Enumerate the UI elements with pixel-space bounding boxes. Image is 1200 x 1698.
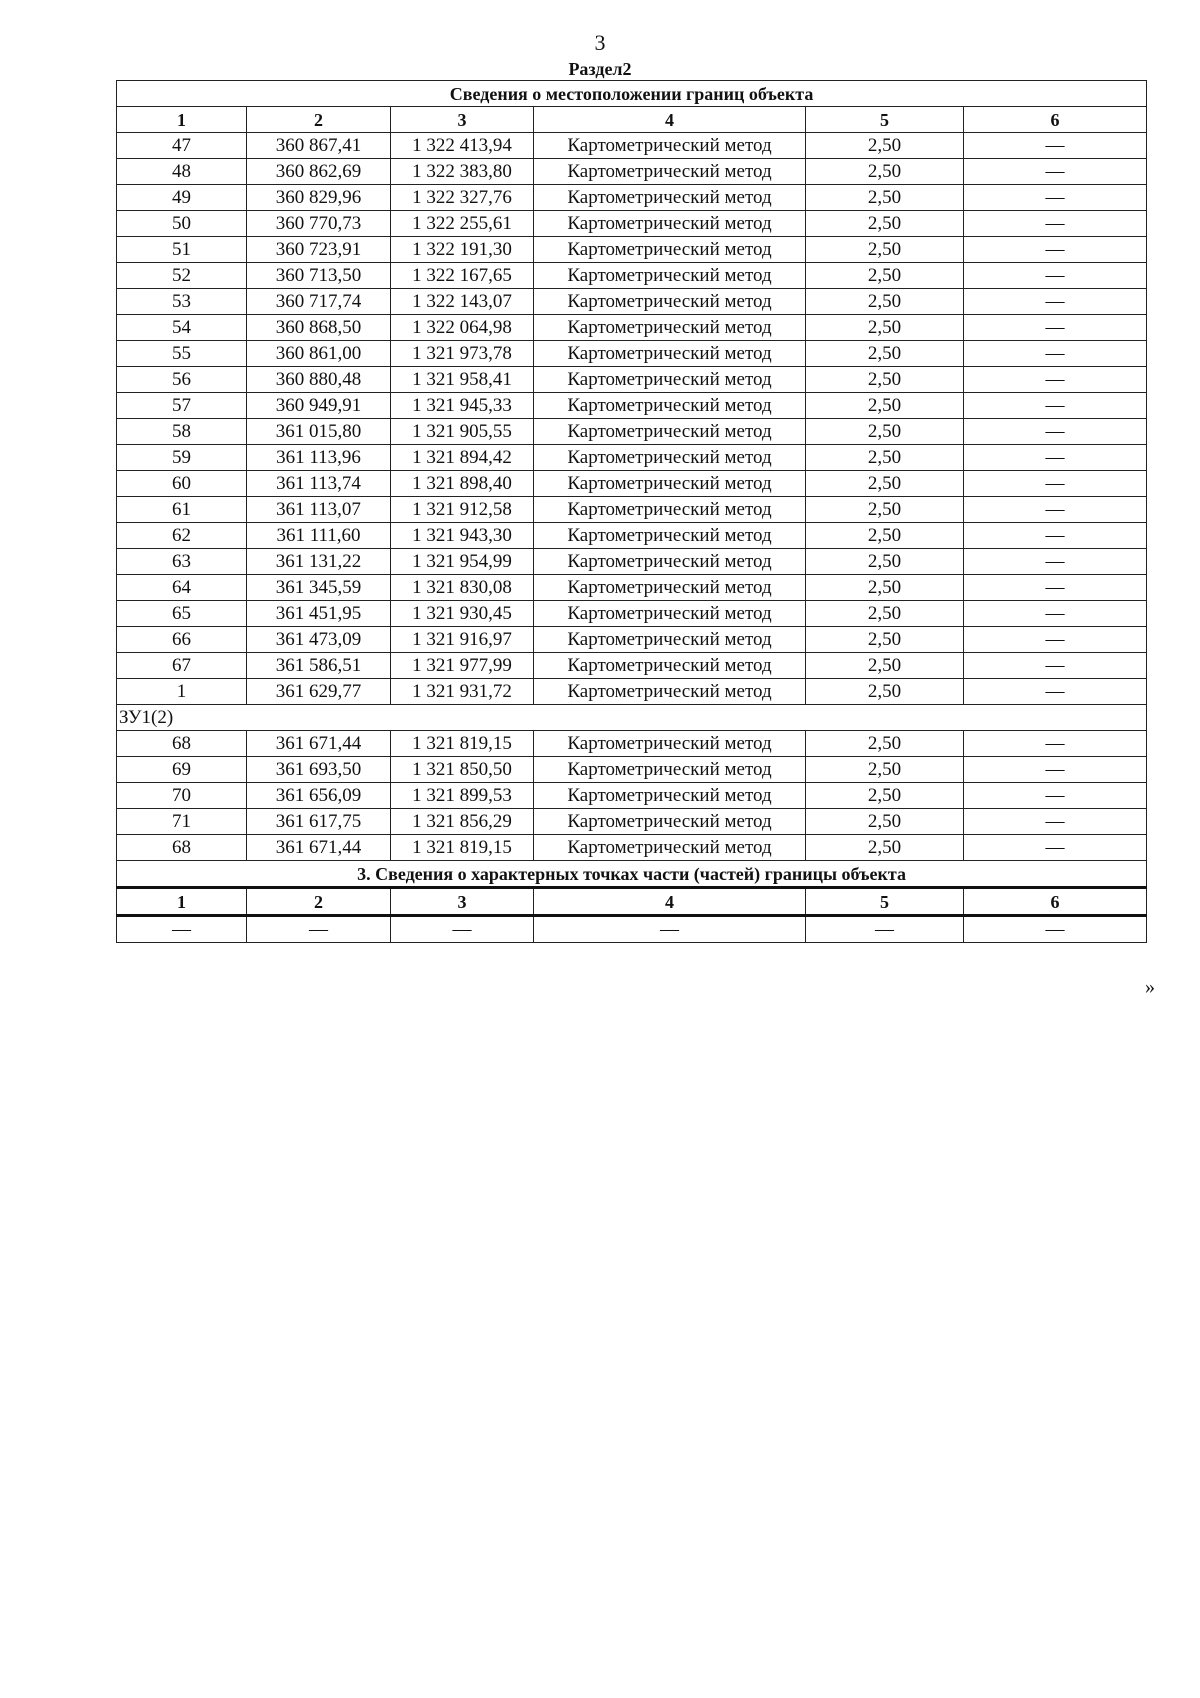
table-cell: 1 321 912,58 [391, 497, 534, 523]
table-cell: — [391, 916, 534, 943]
table-cell: — [964, 575, 1147, 601]
table-cell: Картометрический метод [534, 783, 806, 809]
table-cell: 1 322 167,65 [391, 263, 534, 289]
table-cell: 361 629,77 [247, 679, 391, 705]
table-cell: — [964, 341, 1147, 367]
column-header: 3 [391, 107, 534, 133]
table-cell: — [964, 916, 1147, 943]
table-cell: 59 [117, 445, 247, 471]
table-row [117, 393, 1147, 419]
column-header: 6 [964, 107, 1147, 133]
table-cell: Картометрический метод [534, 471, 806, 497]
table-cell: — [117, 916, 247, 943]
section3-title: 3. Сведения о характерных точках части (частей) границы объекта [117, 861, 1147, 888]
table-cell: 361 671,44 [247, 731, 391, 757]
table-cell: — [964, 627, 1147, 653]
group-label: ЗУ1(2) [117, 705, 1147, 731]
table-cell: Картометрический метод [534, 211, 806, 237]
table-cell: 361 113,74 [247, 471, 391, 497]
table-cell: 360 723,91 [247, 237, 391, 263]
table-cell: 360 867,41 [247, 133, 391, 159]
boundary-table-body [117, 81, 1147, 943]
table-cell: 1 321 819,15 [391, 731, 534, 757]
table-cell: 2,50 [806, 211, 964, 237]
table-cell: 58 [117, 419, 247, 445]
table-row [117, 159, 1147, 185]
table-row [117, 916, 1147, 943]
table-row [117, 445, 1147, 471]
column-header: 1 [117, 107, 247, 133]
table-cell: — [964, 601, 1147, 627]
table-row [117, 367, 1147, 393]
table-cell: 61 [117, 497, 247, 523]
table-cell: 361 131,22 [247, 549, 391, 575]
column-header: 5 [806, 888, 964, 916]
table-cell: 69 [117, 757, 247, 783]
table-cell: — [964, 419, 1147, 445]
table-cell: — [964, 809, 1147, 835]
column-header: 4 [534, 107, 806, 133]
table-cell: — [964, 783, 1147, 809]
table-cell: — [964, 835, 1147, 861]
table-cell: 360 829,96 [247, 185, 391, 211]
table-cell: — [964, 185, 1147, 211]
table-cell: Картометрический метод [534, 445, 806, 471]
table-row [117, 289, 1147, 315]
table-cell: — [247, 916, 391, 943]
table-cell: 68 [117, 731, 247, 757]
table-cell: — [964, 497, 1147, 523]
table-cell: — [964, 263, 1147, 289]
table-cell: 361 671,44 [247, 835, 391, 861]
boundary-table [116, 80, 1147, 943]
table-cell: 1 321 850,50 [391, 757, 534, 783]
table-cell: — [964, 289, 1147, 315]
table-cell: Картометрический метод [534, 575, 806, 601]
table-cell: Картометрический метод [534, 653, 806, 679]
table-cell: 1 321 899,53 [391, 783, 534, 809]
table-cell: 2,50 [806, 627, 964, 653]
table-cell: 51 [117, 237, 247, 263]
table-row [117, 263, 1147, 289]
table-cell: 360 862,69 [247, 159, 391, 185]
table-cell: — [534, 916, 806, 943]
table-cell: 361 617,75 [247, 809, 391, 835]
table-cell: 2,50 [806, 315, 964, 341]
table-cell: 71 [117, 809, 247, 835]
table-cell: — [964, 315, 1147, 341]
table-cell: 2,50 [806, 523, 964, 549]
table-cell: 56 [117, 367, 247, 393]
table-row [117, 731, 1147, 757]
table-cell: 48 [117, 159, 247, 185]
table-cell: — [964, 367, 1147, 393]
table-cell: — [964, 757, 1147, 783]
table-cell: — [964, 237, 1147, 263]
table-cell: Картометрический метод [534, 289, 806, 315]
table-cell: — [964, 159, 1147, 185]
table-cell: 2,50 [806, 289, 964, 315]
table-row [117, 185, 1147, 211]
table-row [117, 237, 1147, 263]
table-row [117, 575, 1147, 601]
table-cell: 1 322 383,80 [391, 159, 534, 185]
table-cell: 361 015,80 [247, 419, 391, 445]
table-cell: Картометрический метод [534, 835, 806, 861]
table-row [117, 211, 1147, 237]
table-row [117, 835, 1147, 861]
table-cell: 2,50 [806, 471, 964, 497]
table-title-row [117, 81, 1147, 107]
table-cell: 2,50 [806, 419, 964, 445]
table-cell: 2,50 [806, 159, 964, 185]
table-cell: 2,50 [806, 237, 964, 263]
table-row [117, 471, 1147, 497]
table-cell: 64 [117, 575, 247, 601]
table-cell: 2,50 [806, 653, 964, 679]
closing-quote: » [1145, 976, 1155, 998]
table-cell: 360 868,50 [247, 315, 391, 341]
table-cell: 1 321 954,99 [391, 549, 534, 575]
table-cell: 1 322 191,30 [391, 237, 534, 263]
table-cell: 2,50 [806, 393, 964, 419]
table-header-row [117, 107, 1147, 133]
table-row [117, 315, 1147, 341]
table-cell: Картометрический метод [534, 263, 806, 289]
column-header: 4 [534, 888, 806, 916]
table-cell: Картометрический метод [534, 159, 806, 185]
table-cell: 60 [117, 471, 247, 497]
table-cell: 1 321 930,45 [391, 601, 534, 627]
table-cell: 360 880,48 [247, 367, 391, 393]
table-cell: 2,50 [806, 757, 964, 783]
table-cell: 360 861,00 [247, 341, 391, 367]
page-number: 3 [594, 30, 606, 55]
table-cell: 2,50 [806, 497, 964, 523]
table-cell: 1 321 943,30 [391, 523, 534, 549]
table-row [117, 653, 1147, 679]
table-cell: 55 [117, 341, 247, 367]
table-cell: 1 321 894,42 [391, 445, 534, 471]
table-cell: 2,50 [806, 133, 964, 159]
table-cell: 2,50 [806, 263, 964, 289]
table-row [117, 783, 1147, 809]
table-row [117, 679, 1147, 705]
table-cell: 63 [117, 549, 247, 575]
table-cell: — [964, 445, 1147, 471]
table-cell: — [964, 653, 1147, 679]
table-row [117, 419, 1147, 445]
table-cell: 360 717,74 [247, 289, 391, 315]
table-cell: Картометрический метод [534, 627, 806, 653]
table-cell: 1 321 977,99 [391, 653, 534, 679]
table-cell: Картометрический метод [534, 809, 806, 835]
table-row [117, 341, 1147, 367]
table-row [117, 601, 1147, 627]
table-cell: 361 693,50 [247, 757, 391, 783]
table-cell: 1 321 819,15 [391, 835, 534, 861]
table-cell: 1 321 958,41 [391, 367, 534, 393]
table-row [117, 549, 1147, 575]
table-cell: — [964, 523, 1147, 549]
table-cell: 1 321 916,97 [391, 627, 534, 653]
table-cell: 1 322 255,61 [391, 211, 534, 237]
table-cell: 47 [117, 133, 247, 159]
section-title: Раздел2 [568, 59, 632, 79]
group-label-row [117, 705, 1147, 731]
column-header: 2 [247, 107, 391, 133]
table-cell: 1 321 945,33 [391, 393, 534, 419]
table-cell: 2,50 [806, 835, 964, 861]
section3-header-row [117, 888, 1147, 916]
table-cell: 1 322 327,76 [391, 185, 534, 211]
table-cell: 2,50 [806, 367, 964, 393]
table-cell: Картометрический метод [534, 393, 806, 419]
table-row [117, 523, 1147, 549]
table-cell: 1 321 856,29 [391, 809, 534, 835]
table-cell: 361 113,96 [247, 445, 391, 471]
table-cell: 1 321 898,40 [391, 471, 534, 497]
table-title: Сведения о местоположении границ объекта [117, 81, 1147, 107]
table-cell: 1 321 905,55 [391, 419, 534, 445]
table-cell: 67 [117, 653, 247, 679]
table-cell: 65 [117, 601, 247, 627]
table-cell: Картометрический метод [534, 549, 806, 575]
table-cell: 1 321 830,08 [391, 575, 534, 601]
table-cell: 361 473,09 [247, 627, 391, 653]
table-cell: Картометрический метод [534, 237, 806, 263]
table-cell: 2,50 [806, 445, 964, 471]
table-cell: 2,50 [806, 679, 964, 705]
table-cell: 68 [117, 835, 247, 861]
table-cell: 70 [117, 783, 247, 809]
table-cell: 2,50 [806, 731, 964, 757]
column-header: 6 [964, 888, 1147, 916]
table-row [117, 809, 1147, 835]
table-cell: Картометрический метод [534, 185, 806, 211]
table-cell: Картометрический метод [534, 757, 806, 783]
table-cell: 49 [117, 185, 247, 211]
table-cell: Картометрический метод [534, 731, 806, 757]
table-cell: 2,50 [806, 341, 964, 367]
table-cell: — [806, 916, 964, 943]
table-row [117, 757, 1147, 783]
table-cell: 361 656,09 [247, 783, 391, 809]
table-cell: 1 322 143,07 [391, 289, 534, 315]
table-cell: 360 713,50 [247, 263, 391, 289]
table-cell: 50 [117, 211, 247, 237]
table-row [117, 497, 1147, 523]
table-cell: 361 113,07 [247, 497, 391, 523]
section3-title-row [117, 861, 1147, 888]
table-cell: Картометрический метод [534, 367, 806, 393]
table-cell: 361 586,51 [247, 653, 391, 679]
table-cell: 2,50 [806, 185, 964, 211]
table-cell: 2,50 [806, 783, 964, 809]
table-cell: 52 [117, 263, 247, 289]
table-cell: Картометрический метод [534, 679, 806, 705]
table-cell: — [964, 133, 1147, 159]
table-cell: 57 [117, 393, 247, 419]
table-cell: — [964, 211, 1147, 237]
table-cell: Картометрический метод [534, 601, 806, 627]
table-cell: 361 451,95 [247, 601, 391, 627]
table-cell: 2,50 [806, 809, 964, 835]
table-cell: 2,50 [806, 549, 964, 575]
column-header: 2 [247, 888, 391, 916]
table-cell: 53 [117, 289, 247, 315]
table-cell: — [964, 471, 1147, 497]
table-cell: 1 321 973,78 [391, 341, 534, 367]
table-cell: — [964, 549, 1147, 575]
table-cell: 54 [117, 315, 247, 341]
table-cell: 1 322 413,94 [391, 133, 534, 159]
table-row [117, 133, 1147, 159]
column-header: 5 [806, 107, 964, 133]
column-header: 3 [391, 888, 534, 916]
table-cell: 360 770,73 [247, 211, 391, 237]
table-cell: 361 345,59 [247, 575, 391, 601]
table-cell: 62 [117, 523, 247, 549]
table-cell: Картометрический метод [534, 419, 806, 445]
table-cell: 2,50 [806, 601, 964, 627]
table-cell: 360 949,91 [247, 393, 391, 419]
table-cell: 1 321 931,72 [391, 679, 534, 705]
table-row [117, 627, 1147, 653]
column-header: 1 [117, 888, 247, 916]
table-cell: Картометрический метод [534, 341, 806, 367]
table-cell: Картометрический метод [534, 133, 806, 159]
table-cell: 1 [117, 679, 247, 705]
table-cell: 361 111,60 [247, 523, 391, 549]
table-cell: Картометрический метод [534, 497, 806, 523]
table-cell: — [964, 731, 1147, 757]
table-cell: — [964, 679, 1147, 705]
table-cell: — [964, 393, 1147, 419]
table-cell: Картометрический метод [534, 315, 806, 341]
table-cell: 1 322 064,98 [391, 315, 534, 341]
table-cell: Картометрический метод [534, 523, 806, 549]
table-cell: 66 [117, 627, 247, 653]
table-cell: 2,50 [806, 575, 964, 601]
